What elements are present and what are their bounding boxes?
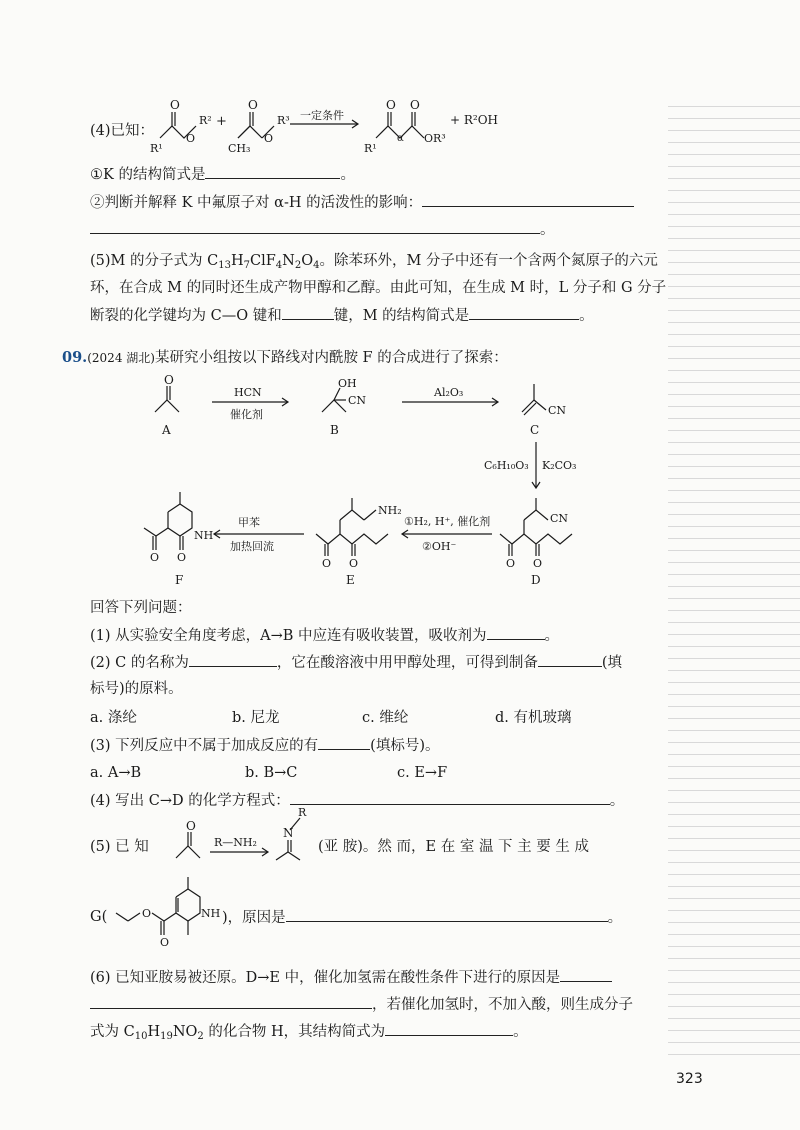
q2-option-d: d. 有机玻璃 — [495, 710, 572, 726]
g-o2: O — [160, 936, 170, 949]
label-c: C — [530, 423, 540, 437]
q3-option-c: c. E→F — [397, 765, 448, 781]
g-nh: NH — [201, 907, 221, 920]
part5-line2: 环，在合成 M 的同时还生成产物甲醇和乙醇。由此可知，在生成 M 时，L 分子和 G 分子 — [90, 280, 667, 296]
q09-header: 09.(2024 湖北)某研究小组按以下路线对内酰胺 F 的合成进行了探索： — [62, 349, 508, 366]
ester1-o2: O — [186, 132, 196, 145]
questions-intro: 回答下列问题： — [90, 600, 192, 616]
q6-line1: (6) 已知亚胺易被还原。D→E 中，催化加氢需在酸性条件下进行的原因是 — [90, 966, 612, 989]
ab-catalyst: 催化剂 — [230, 408, 263, 421]
ef-condition: 加热回流 — [230, 540, 274, 553]
g-o: O — [142, 907, 152, 920]
label-e: E — [346, 573, 355, 587]
q5-g-label: G( — [90, 909, 108, 925]
ester2-o: O — [248, 98, 258, 112]
f-nh: NH — [194, 529, 214, 542]
label-a: A — [162, 423, 171, 437]
b-cn: CN — [348, 394, 367, 407]
product-or3: OR³ — [424, 132, 446, 145]
q5-o: O — [186, 819, 196, 833]
ester2-o2: O — [264, 132, 274, 145]
q3-option-b: b. B→C — [245, 765, 298, 781]
part5-line3: 断裂的化学键均为 C—O 键和 键，M 的结构简式是 。 — [90, 304, 594, 327]
q6-line2: ，若催化加氢时，不加入酸，则生成分子 — [90, 993, 633, 1016]
q1: (1) 从实验安全角度考虑，A→B 中应连有吸收装置，吸收剂为 。 — [90, 624, 559, 647]
part4-q2-cont: 。 — [90, 218, 555, 241]
d-cn: CN — [550, 512, 569, 525]
q5-reagent: R—NH₂ — [214, 836, 257, 849]
reaction-condition: 一定条件 — [300, 109, 344, 122]
q3-option-a: a. A→B — [90, 765, 142, 781]
ester1-r1: R¹ — [150, 142, 163, 155]
q2: (2) C 的名称为 ，它在酸溶液中用甲醇处理，可得到制备 (填 — [90, 651, 622, 674]
d-o1: O — [506, 557, 516, 570]
product-byproduct: + R²OH — [450, 113, 499, 127]
product-o2: O — [410, 98, 420, 112]
q5-n: N — [283, 826, 294, 840]
q2-option-c: c. 维纶 — [362, 710, 409, 726]
product-o1: O — [386, 98, 396, 112]
cd-base: K₂CO₃ — [542, 459, 577, 472]
f-o2: O — [177, 551, 187, 564]
ester1-r2: R² — [199, 114, 212, 127]
q5-reason: )，原因是 。 — [222, 906, 622, 929]
q5-r: R — [298, 806, 307, 819]
part4-q2: ②判断并解释 K 中氟原子对 α-H 的活泼性的影响： — [90, 191, 634, 214]
q5-prefix: (5) 已 知 — [90, 839, 149, 855]
part5-line1: (5)M 的分子式为 $C_{13}H_7ClF_4N_2O_4$。除苯环外，M 分子中还有一个含两个氮原子的六元 — [90, 253, 658, 271]
a-o: O — [164, 373, 174, 387]
cd-reagent: C₆H₁₀O₃ — [484, 459, 529, 472]
d-o2: O — [533, 557, 543, 570]
label-f: F — [175, 573, 184, 587]
e-o1: O — [322, 557, 332, 570]
e-o2: O — [349, 557, 359, 570]
q2-option-a: a. 涤纶 — [90, 710, 137, 726]
plus-sign: + — [216, 114, 227, 129]
ab-reagent: HCN — [234, 386, 262, 399]
q3: (3) 下列反应中不属于加成反应的有 (填标号)。 — [90, 734, 439, 757]
e-nh2: NH₂ — [378, 504, 402, 517]
label-b: B — [330, 423, 339, 437]
part4-q1: ①K 的结构简式是 。 — [90, 163, 355, 186]
q4: (4) 写出 C→D 的化学方程式： 。 — [90, 789, 624, 812]
q2-cont: 标号)的原料。 — [90, 681, 183, 697]
q2-option-b: b. 尼龙 — [232, 710, 280, 726]
de-step2: ②OH⁻ — [422, 540, 457, 553]
q5-text: (亚 胺)。然 而，E 在 室 温 下 主 要 生 成 — [318, 839, 589, 855]
f-o1: O — [150, 551, 160, 564]
b-oh: OH — [338, 377, 357, 390]
c-cn: CN — [548, 404, 567, 417]
ester1-o: O — [170, 98, 180, 112]
bc-reagent: Al₂O₃ — [434, 386, 464, 399]
de-step1: ①H₂, H⁺, 催化剂 — [404, 515, 491, 528]
ester2-r3: R³ — [277, 114, 290, 127]
q6-line3: 式为 $C_{10}H_{19}NO_2$ 的化合物 H，其结构简式为 。 — [90, 1020, 528, 1048]
product-alpha: α — [397, 133, 404, 144]
label-d: D — [531, 573, 541, 587]
page-number: 323 — [676, 1071, 703, 1087]
ester2-ch3: CH₃ — [228, 142, 251, 155]
ef-solvent: 甲苯 — [238, 516, 260, 529]
product-r1: R¹ — [364, 142, 377, 155]
part4-intro: (4)已知： — [90, 123, 155, 139]
